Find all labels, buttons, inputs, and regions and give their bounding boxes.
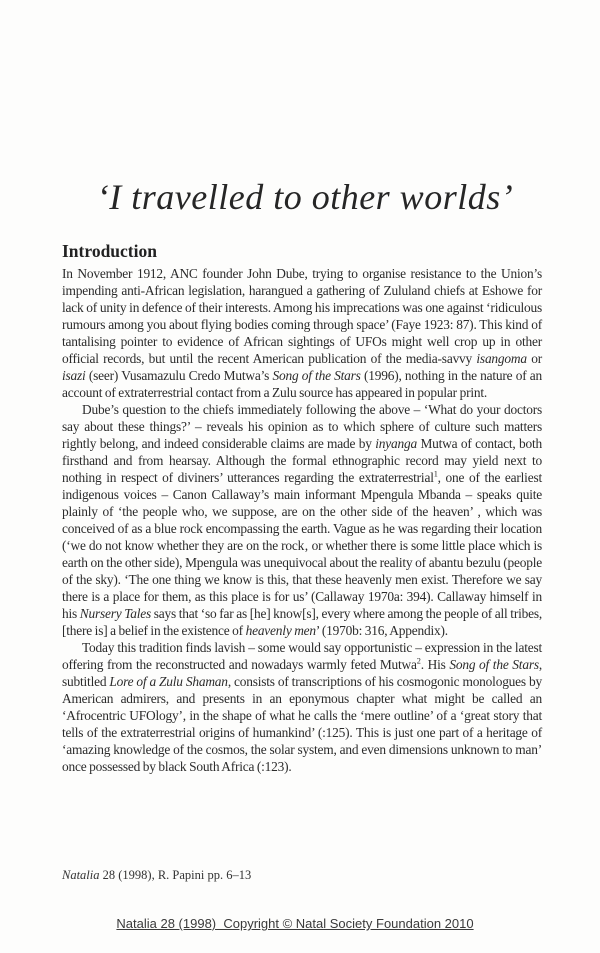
section-heading-introduction: Introduction [62,241,157,261]
copyright-link[interactable]: Natalia 28 (1998) Copyright © Natal Society Foundation 2010 [116,916,474,931]
paragraph-1: In November 1912, ANC founder John Dube, trying to organise resistance to the Union’s impending anti-African legislation, harangued a gathering of Zululand chiefs at Eshowe for lack of unity in defence of their interests. Among his imprecations was one against ‘ridiculous rumours among you about flying bodies coming through space’ (Faye 1923: 87). This kind of tantalising pointer to evidence of African sightings of UFOs might well crop up in other official records, but until the recent American publication of the media-savvy isangoma or isazi (seer) Vusamazulu Credo Mutwa’s Song of the Stars (1996), nothing in the nature of an account of extraterrestrial contact from a Zulu source has appeared in popular print. [62,266,543,400]
page-title: ‘I travelled to other worlds’ [96,177,514,217]
paragraph-3: Today this tradition finds lavish – some would say opportunistic – expression in the latest offering from the reconstructed and nowadays warmly feted Mutwa$^2$. His Song of the Stars, subtitled Lore of a Zulu Shaman, consists of transcriptions of his cosmogonic monologues by American admirers, and presents in an eponymous chapter what might be called an ‘Afrocentric UFOlogy’, in the shape of what he calls the ‘mere outline’ of a ‘great story that tells of the extraterrestrial origins of humankind’ (:125). This is just one part of a heritage of ‘amazing knowledge of the cosmos, the solar system, and even dimensions unknown to man’ once possessed by black South Africa (:123). [62,640,542,774]
journal-citation: Natalia 28 (1998), R. Papini pp. 6–13 [62,868,252,882]
article-body [62,265,542,775]
paragraph-2: Dube’s question to the chiefs immediately following the above – ‘What do your doctors say about these things?’ – reveals his opinion as to which sphere of culture such matters rightly belong, and indeed considerable claims are made by inyanga Mutwa of contact, both firsthand and from hearsay. Although the formal ethnographic record may yield next to nothing in respect of diviners’ utterances regarding the extraterrestrial$^1$, one of the earliest indigenous voices – Canon Callaway’s main informant Mpengula Mbanda – speaks quite plainly of ‘the people who, we suppose, are on the other side of the heaven’ , which was conceived of as a blue rock encompassing the earth. Vague as he was regarding their location (‘we do not know whether they are on the rock‚ or whether there is some little place which is earth on the other side), Mpengula was unequivocal about the reality of abantu bezulu (people of the sky). ‘The one thing we know is this, that these heavenly men exist. Therefore we say there is a place for them, as this place is for us’ (Callaway 1970a: 394). Callaway himself in his Nursery Tales says that ‘so far as [he] know[s], every where among the people of all tribes, [there is] a belief in the existence of heavenly men’ (1970b: 316, Appendix). [62,402,542,638]
